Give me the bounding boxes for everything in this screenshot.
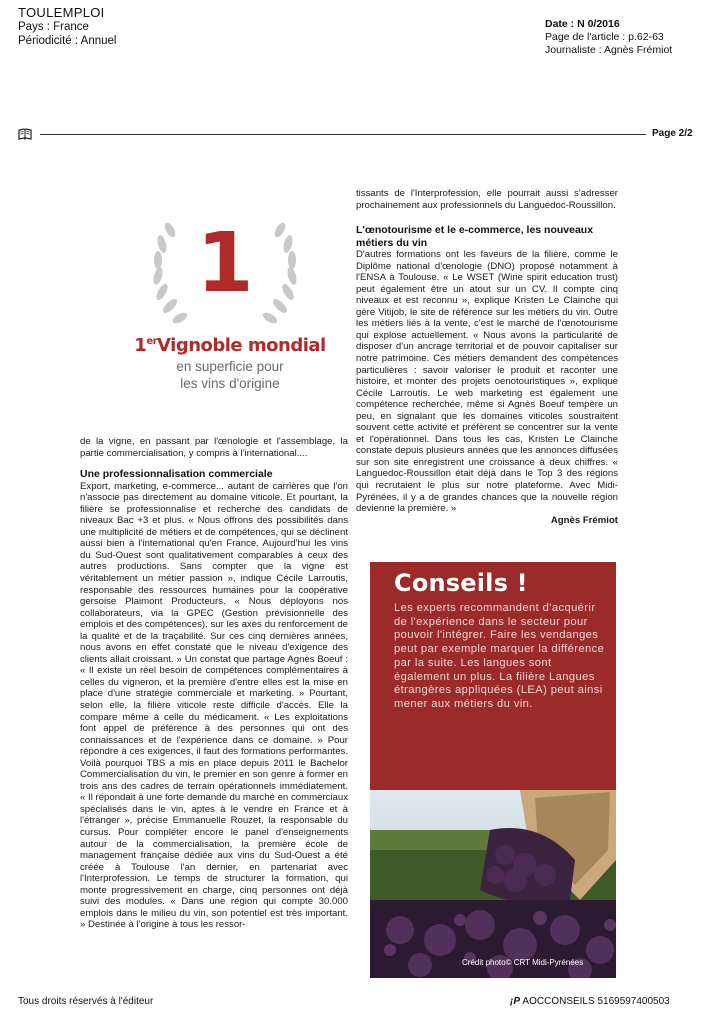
publication-name: TOULEMPLOI xyxy=(18,5,105,20)
paragraph: Export, marketing, e-commerce... autant de carrières que l'on n'associe pas directement au domaine viticole. Et pourtant, la filière se professionnalise et recherche des candidats de niveaux Bac +3 et plus. « Nous offrons des possibilités dans une multiplicité de métiers et de compétences, qui se déclinent aussi bien à l'international qu'en France. Aujourd'hui les vins du Sud-Ouest sont qualitativement comparables à ceux des autres productions. Sans compter que la vigne est véritablement un métier passion », indique Cécile Larroutis, responsable des ressources humaines pour la coopérative gersoise Plaimont Producteurs. « Nous déployons nos collaborateurs, via la GPEC (Gestion prévisionnelle des emplois et des compétences), sur les axes du renforcement de la qualité et de la traçabilité. Sur ces cinq dernières années, nous avons en effet constaté que le niveau d'exigence des clients allait croissant. » Un constat que partage Agnès Boeuf : « Il existe un réel besoin de compétences complémentaires à celles du vigneron, et la première d'entre elles est la mise en place d'une stratégie commerciale et marketing. » Pourtant, selon elle, la filière viticole reste difficile d'accès. Elle la compare même à celle du médicament. « Les exploitations font appel de préférence à des personnes qui ont des connaissances et de l'expérience dans ce domaine. » Pour répondre à ces exigences, il faut des formations performantes. Voilà pourquoi TBS a mis en place depuis 2011 le Bachelor Commercialisation du vin, le premier en son genre à former en trois ans des cadres de terrain opérationnels immédiatement. « Il répondait à une forte demande du marché en commerciaux spécialisés dans le vin, aptes à le vendre en France et à l'étranger », précise Emmanuelle Rouzet, la responsable du cursus. Pour compléter encore le panel d'enseignements autour de la commercialisation, la première école de management française dédiée aux vins du Sud-Ouest a été créée à Toulouse l'an dernier, en partenariat avec l'Interprofession. Le temps de structurer la formation, qui monte progressivement en charge, cinq personnes ont déjà suivi des modules. « Dans une région qui compte 30.000 emplois dans le milieu du vin, son potentiel est très important. » Destinée à l'origine à tous les ressor- xyxy=(80,480,348,931)
issue-date: Date : N 0/2016 xyxy=(545,18,620,30)
grape-harvest-photo xyxy=(370,790,616,978)
country: Pays : France xyxy=(18,21,89,33)
section-heading: Une professionnalisation commerciale xyxy=(80,468,273,481)
author-signature: Agnès Frémiot xyxy=(550,514,618,526)
stat-title-sup: er xyxy=(146,336,158,347)
stat-number: 1 xyxy=(196,216,254,311)
page-number: Page 2/2 xyxy=(652,128,693,139)
article-column-right xyxy=(356,188,618,526)
paragraph: D'autres formations ont les faveurs de la filière, comme le Diplôme national d'œnologie (DNO) proposé notamment à l'ENSA à Toulouse. « Le WSET (Wine spirit education trust) peut également être un atout sur un CV. Il compte cinq niveaux et est reconnu », explique Kristen Le Clainche qui gère Vitijob, le site de référence sur les métiers du vin. Outre les métiers liés à la vente, c'est le marché de l'œnotourisme qui explose actuellement. « Nous avons la particularité de disposer d'un ancrage territorial et de pouvoir capitaliser sur notre patrimoine. Ces métiers demandent des compétences particulières : savoir valoriser le produit et raconter une histoire, et monter des projets oenotouristiques », explique Cécile Larroutis. Le web marketing est également une compétence recherchée, même si Agnès Boeuf tempère un peu, en signalant que les domaines viticoles soustraitent souvent cette activité et préfèrent se concentrer sur la vente et l'opérationnel. Dans tous les cas, Kristen Le Clainche constate depuis plusieurs années que les annonces diffusées sur son site enregistrent une croissance à deux chiffres. « Languedoc-Roussillon était déjà dans le Top 3 des régions qui recrutaient le plus sur notre plateforme. Avec Midi-Pyrénées, il y a de grandes chances que la nouvelle région devienne la première. » xyxy=(356,249,618,515)
publisher-logo-icon: ¡P xyxy=(510,996,523,1007)
footer-code-text: AOCCONSEILS 5169597400503 xyxy=(522,996,670,1007)
photo-credit: Crédit photo© CRT Midi-Pyrénées xyxy=(462,958,584,967)
paragraph: de la vigne, en passant par l'œnologie et l'assemblage, la partie commercialisation, y compris à l'international.... xyxy=(80,436,348,459)
header-divider xyxy=(40,134,646,135)
journalist: Journaliste : Agnès Frémiot xyxy=(545,44,673,56)
footer-rights: Tous droits réservés à l'éditeur xyxy=(18,996,154,1007)
footer-code xyxy=(510,996,670,1007)
stat-subtitle xyxy=(100,358,360,392)
page-reference: Page de l'article : p.62-63 xyxy=(545,31,664,43)
article-column-left xyxy=(80,436,348,931)
book-icon xyxy=(18,128,32,140)
header-right xyxy=(545,18,672,57)
stat-subtitle-line-2: les vins d'origine xyxy=(180,376,280,391)
paragraph: tissants de l'Interprofession, elle pourrait aussi s'adresser prochainement aux professionnels du Languedoc-Roussillon. xyxy=(356,188,618,211)
stat-title: 1erVignoble mondial xyxy=(134,335,326,356)
conseils-title: Conseils ! xyxy=(394,569,528,597)
conseils-text: Les experts recommandent d'acquérir de l'expérience dans le secteur pour pouvoir l'intégrer. Faire les vendanges peut par exemple marquer la différence par la suite. Les langues sont également un plus. La filière Langues étrangères appliquées (LEA) peut ainsi mener aux métiers du vin. xyxy=(394,602,605,710)
periodicity: Périodicité : Annuel xyxy=(18,35,117,47)
stat-subtitle-line-1: en superficie pour xyxy=(176,359,284,374)
header-left xyxy=(18,6,116,48)
stat-title-text: Vignoble mondial xyxy=(157,335,326,356)
section-heading: L'œnotourisme et le e-commerce, les nouveaux métiers du vin xyxy=(356,224,594,249)
